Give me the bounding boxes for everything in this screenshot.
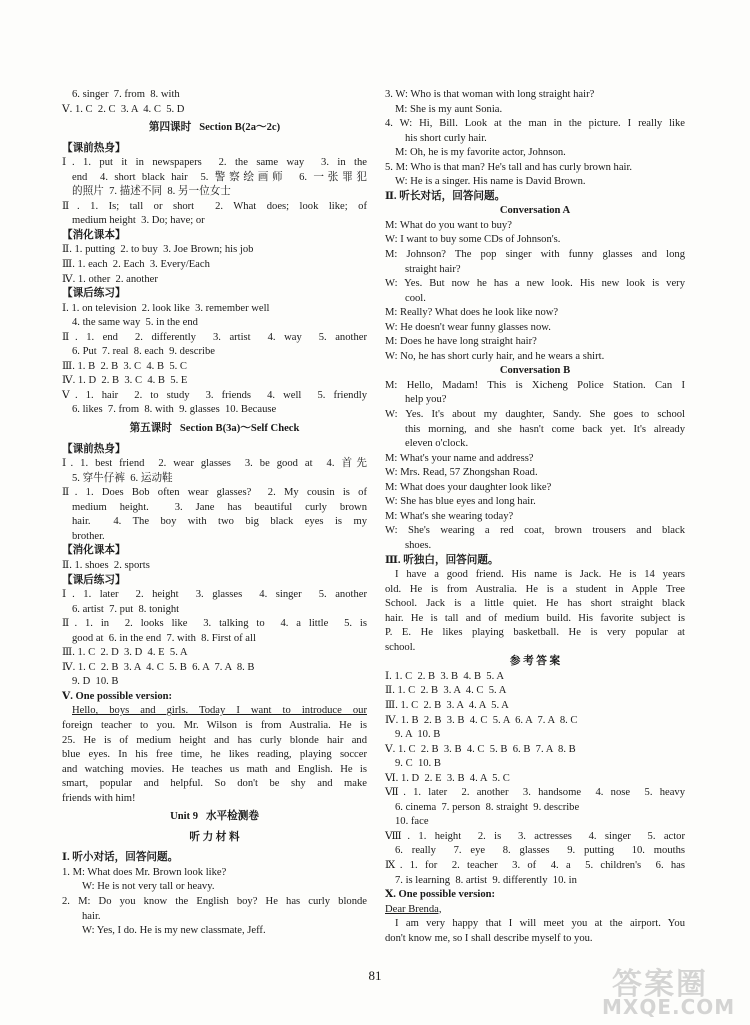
text-line: hair. 4. The boy with two big black eyes is my <box>72 516 367 528</box>
text-line: 的照片 7. 描述不同 8. 另一位女士 <box>72 186 231 198</box>
text-line: end 4. short black hair 5. 警察绘画师 6. 一张罪犯 <box>72 171 367 183</box>
text-line: Ⅳ. 1. other 2. another <box>62 273 158 285</box>
text-line: W: Mrs. Read, 57 Zhongshan Road. <box>385 467 538 479</box>
text-line: Ⅲ. 听独白，回答问题。 <box>385 554 499 566</box>
text-line: 25. He is of medium height and has curly blonde hair and <box>62 734 367 746</box>
text-line: Ⅱ. 1. Is; tall or short 2. What does; look like; of <box>62 200 367 212</box>
right-column <box>385 88 685 946</box>
text-line: Ⅰ. 1. later 2. height 3. glasses 4. singer 5. another <box>62 589 367 601</box>
text-line: straight hair? <box>405 263 461 275</box>
text-line: Ⅲ. 1. C 2. B 3. A 4. A 5. A <box>385 699 509 711</box>
text-line: Ⅸ. 1. for 2. teacher 3. of 4. a 5. children's 6. has <box>385 859 685 871</box>
text-line: P. E. He likes playing basketball. He is very popular at <box>385 627 685 639</box>
text-line: M: What's your name and address? <box>385 452 534 464</box>
text-line: Ⅲ. 1. each 2. Each 3. Every/Each <box>62 259 210 271</box>
text-line: Ⅵ. 1. D 2. E 3. B 4. A 5. C <box>385 772 510 784</box>
text-line: M: She is my aunt Sonia. <box>395 103 503 115</box>
text-line: Ⅴ. One possible version: <box>62 690 173 702</box>
text-line: I have a good friend. His name is Jack. He is 14 years <box>395 569 685 581</box>
text-line: M: What's she wearing today? <box>385 510 514 522</box>
text-line: Ⅱ. 1. in 2. looks like 3. talking to 4. a little 5. is <box>62 618 367 630</box>
text-line: W: Yes. But now he has a new look. His new look is very <box>385 278 685 290</box>
text-line: 6. Put 7. real 8. each 9. describe <box>72 346 215 358</box>
text-line: Ⅴ. 1. C 2. B 3. B 4. C 5. B 6. B 7. A 8. B <box>385 743 576 755</box>
text-line: 9. D 10. B <box>72 676 119 688</box>
text-line: W: He doesn't wear funny glasses now. <box>385 321 551 333</box>
text-line: 第四课时 Section B(2a～2c) <box>148 122 281 134</box>
text-line: Unit 9 水平检测卷 <box>170 811 259 823</box>
text-line: W: He is a singer. His name is David Brown. <box>395 176 586 188</box>
text-line: Ⅱ. 1. end 2. differently 3. artist 4. way 5. another <box>62 331 367 343</box>
text-line: I am very happy that I will meet you at the airport. You <box>395 918 685 930</box>
text-line: Dear Brenda, <box>385 903 442 915</box>
text-line: 【课后练习】 <box>62 288 126 300</box>
text-line: 【课前热身】 <box>62 142 126 154</box>
text-line: Ⅴ. 1. hair 2. to study 3. friends 4. well 5. friendly <box>62 389 367 401</box>
text-line: M: Does he have long straight hair? <box>385 336 537 348</box>
text-line: 【消化课本】 <box>62 545 126 557</box>
text-line: medium height. 3. Jane has beautiful curly brown <box>72 501 367 513</box>
text-line: Ⅴ. 1. C 2. C 3. A 4. C 5. D <box>62 103 185 115</box>
text-line: foreign teacher to you. Mr. Wilson is from Australia. He is <box>62 719 367 731</box>
text-line: good at 6. in the end 7. with 8. First of all <box>72 632 256 644</box>
text-line: don't know me, so I shall describe myself to you. <box>385 932 593 944</box>
text-line: 10. face <box>395 816 429 828</box>
text-line: cool. <box>405 292 426 304</box>
text-line: old. He is from Australia. He is a student in Apple Tree <box>385 583 685 595</box>
text-line: W: She has blue eyes and long hair. <box>385 496 536 508</box>
text-line: W: I want to buy some CDs of Johnson's. <box>385 234 561 246</box>
text-line: W: She's wearing a red coat, brown trousers and black <box>385 525 685 537</box>
text-line: Ⅱ. 1. putting 2. to buy 3. Joe Brown; his job <box>62 244 254 256</box>
text-line: Ⅳ. 1. D 2. B 3. C 4. B 5. E <box>62 375 188 387</box>
text-line: eleven o'clock. <box>405 438 469 450</box>
text-line: Conversation B <box>499 365 571 377</box>
text-line: 3. W: Who is that woman with long straight hair? <box>385 89 595 100</box>
text-line: 9. C 10. B <box>395 758 441 770</box>
text-line: Ⅱ. 1. C 2. B 3. A 4. C 5. A <box>385 685 507 697</box>
watermark-text: 答案圈 <box>612 967 708 1002</box>
text-line: 2. M: Do you know the English boy? He has curly blonde <box>62 895 367 907</box>
text-line: Hello, boys and girls. Today I want to introduce our <box>72 705 367 717</box>
text-line: Ⅰ. 1. C 2. B 3. B 4. B 5. A <box>385 670 504 682</box>
text-line: 5. 穿牛仔裤 6. 运动鞋 <box>72 472 173 484</box>
text-line: 5. M: Who is that man? He's tall and has curly brown hair. <box>385 161 633 173</box>
text-line: M: What do you want to buy? <box>385 219 512 231</box>
watermark-logo <box>592 959 742 1021</box>
text-line: 【消化课本】 <box>62 229 126 241</box>
text-line: M: Oh, he is my favorite actor, Johnson. <box>395 147 566 159</box>
text-line: brother. <box>72 530 105 542</box>
text-line: 【课前热身】 <box>62 443 126 455</box>
watermark-url: MXQE.COM <box>602 995 736 1019</box>
text-line: and watching movies. He teaches us math and English. He is <box>62 763 367 775</box>
text-line: medium height 3. Do; have; or <box>72 215 205 227</box>
text-line: 第五课时 Section B(3a)～Self Check <box>129 423 300 435</box>
text-line: Ⅱ. 听长对话，回答问题。 <box>385 190 506 202</box>
text-line: school. <box>385 641 416 653</box>
text-line: Conversation A <box>499 205 571 217</box>
text-line: Ⅰ. 听小对话，回答问题。 <box>62 852 179 864</box>
text-line: help you? <box>405 394 447 406</box>
text-line: 6. cinema 7. person 8. straight 9. describe <box>395 801 580 813</box>
text-line: 4. W: Hi, Bill. Look at the man in the picture. I really like <box>385 118 685 130</box>
text-line: Ⅱ. 1. shoes 2. sports <box>62 559 150 571</box>
text-line: Ⅱ. 1. Does Bob often wear glasses? 2. My cousin is of <box>62 487 367 499</box>
text-line: 【课后练习】 <box>62 574 126 586</box>
page-number: 81 <box>368 968 382 983</box>
text-line: M: Hello, Madam! This is Xicheng Police Station. Can I <box>385 379 685 391</box>
text-line: his short curly hair. <box>405 132 487 144</box>
text-line: 6. really 7. eye 8. glasses 9. putting 10. mouths <box>395 845 685 857</box>
text-line: M: What does your daughter look like? <box>385 481 552 493</box>
text-line: Ⅹ. One possible version: <box>385 889 496 901</box>
text-line: Ⅲ. 1. B 2. B 3. C 4. B 5. C <box>62 360 187 372</box>
text-line: friends with him! <box>62 792 136 804</box>
text-line: Ⅶ. 1. later 2. another 3. handsome 4. nose 5. heavy <box>385 787 685 799</box>
text-line: 6. singer 7. from 8. with <box>72 89 180 100</box>
text-line: 听 力 材 料 <box>189 831 240 843</box>
text-line: Ⅰ. 1. on television 2. look like 3. remember well <box>62 302 270 314</box>
text-line: 9. A 10. B <box>395 729 441 741</box>
text-line: 4. the same way 5. in the end <box>72 317 198 329</box>
text-line: smart, popular and helpful. So don't be shy and make <box>62 778 367 790</box>
text-line: Ⅰ. 1. put it in newspapers 2. the same way 3. in the <box>62 157 367 169</box>
text-line: Ⅳ. 1. B 2. B 3. B 4. C 5. A 6. A 7. A 8. C <box>385 714 578 726</box>
text-line: Ⅲ. 1. C 2. D 3. D 4. E 5. A <box>62 647 188 659</box>
text-line: M: Johnson? The pop singer with funny glasses and long <box>385 249 685 261</box>
text-line: Ⅳ. 1. C 2. B 3. A 4. C 5. B 6. A 7. A 8. B <box>62 661 255 673</box>
text-line: 1. M: What does Mr. Brown look like? <box>62 866 227 878</box>
text-line: Ⅰ. 1. best friend 2. wear glasses 3. be good at 4. 首先 <box>62 458 367 470</box>
text-line: 6. likes 7. from 8. with 9. glasses 10. Because <box>72 404 277 416</box>
left-column <box>62 88 367 939</box>
text-line: School. Jack is a little quiet. He has short straight black <box>385 598 685 610</box>
text-line: W: He is not very tall or heavy. <box>82 881 215 893</box>
text-line: M: Really? What does he look like now? <box>385 307 559 319</box>
text-line: Ⅷ. 1. height 2. is 3. actresses 4. singer 5. actor <box>385 830 685 842</box>
text-line: hair. He is tall and of medium build. His favorite subject is <box>385 612 685 624</box>
text-line: shoes. <box>405 539 432 551</box>
text-line: blue eyes. In his free time, he likes reading, playing soccer <box>62 749 367 761</box>
text-line: hair. <box>82 910 101 922</box>
text-line: 6. artist 7. put 8. tonight <box>72 603 180 615</box>
text-line: 参 考 答 案 <box>509 656 561 668</box>
text-line: this morning, and she hasn't come back yet. It's already <box>405 423 685 435</box>
text-line: 7. is learning 8. artist 9. differently 10. in <box>395 874 577 886</box>
text-line: W: No, he has short curly hair, and he wears a shirt. <box>385 350 605 362</box>
text-line: W: Yes. It's about my daughter, Sandy. She goes to school <box>385 409 685 421</box>
text-line: W: Yes, I do. He is my new classmate, Jeff. <box>82 925 266 937</box>
